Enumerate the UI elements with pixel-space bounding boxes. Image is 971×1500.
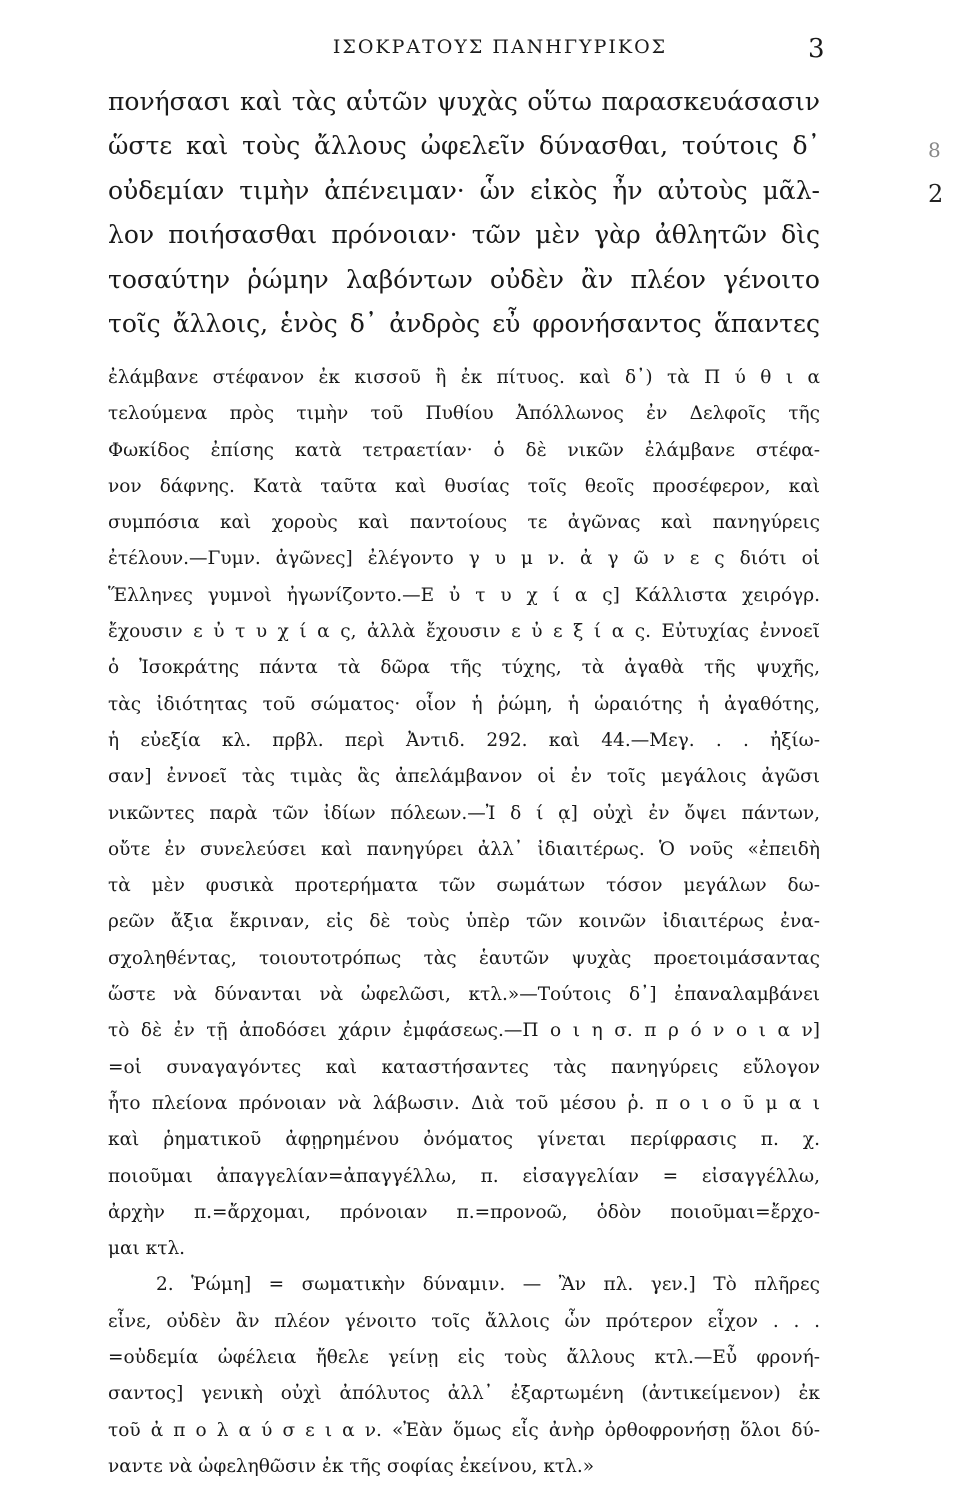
note-line: νικῶντες παρὰ τῶν ἰδίων πόλεων.—Ἰ δ ί ᾳ] οὐχὶ ἐν ὄψει πάντων, bbox=[108, 802, 820, 824]
note-line: μαι κτλ. bbox=[108, 1238, 186, 1260]
note-line: ρεῶν ἄξια ἔκριναν, εἰς δὲ τοὺς ὑπὲρ τῶν κοινῶν ἰδιαιτέρως ἐνα- bbox=[108, 911, 820, 933]
page-header bbox=[0, 36, 971, 70]
note-line: σχοληθέντας, τοιουτοτρόπως τὰς ἑαυτῶν ψυχὰς προετοιμάσαντας bbox=[108, 947, 820, 969]
note-line: ναντε νὰ ὠφεληθῶσιν ἐκ τῆς σοφίας ἐκείνου, κτλ.» bbox=[108, 1455, 595, 1477]
running-title: ΙΣΟΚΡΑΤΟΥΣ ΠΑΝΗΓΥΡΙΚΟΣ bbox=[332, 36, 668, 58]
note-line: =οἱ συναγαγόντες καὶ καταστήσαντες τὰς πανηγύρεις εὔλογον bbox=[108, 1056, 820, 1078]
note-line: οὔτε ἐν συνελεύσει καὶ πανηγύρει ἀλλ᾽ ἰδιαιτέρως. Ὁ νοῦς «ἐπειδὴ bbox=[108, 838, 820, 860]
note-line: εἶνε, οὐδὲν ἂν πλέον γένοιτο τοῖς ἄλλοις ὧν πρότερον εἶχον . . . bbox=[108, 1310, 820, 1332]
note-line: ὁ Ἰσοκράτης πάντα τὰ δῶρα τῆς τύχης, τὰ ἀγαθὰ τῆς ψυχῆς, bbox=[108, 657, 820, 679]
text-line: ὥστε καὶ τοὺς ἄλλους ὠφελεῖν δύνασθαι, τούτοις δ᾽ bbox=[108, 131, 820, 161]
text-line: τοῖς ἄλλοις, ἑνὸς δ᾽ ἀνδρὸς εὖ φρονήσαντος ἅπαντες bbox=[108, 308, 820, 338]
page-number: 3 bbox=[808, 34, 825, 64]
note-line: ποιοῦμαι ἀπαγγελίαν=ἀπαγγέλλω, π. εἰσαγγελίαν = εἰσαγγέλλω, bbox=[108, 1165, 820, 1187]
note-line: συμπόσια καὶ χοροὺς καὶ παντοίους τε ἀγῶνας καὶ πανηγύρεις bbox=[108, 512, 820, 534]
note-line: ὥστε νὰ δύνανται νὰ ὠφελῶσι, κτλ.»—Τούτοις δ᾽] ἐπαναλαμβάνει bbox=[108, 984, 820, 1006]
note-line: τοῦ ἀ π ο λ α ύ σ ε ι α ν. «Ἐὰν ὅμως εἷς ἀνὴρ ὀρθοφρονήσῃ ὅλοι δύ- bbox=[108, 1419, 820, 1441]
commentary-notes bbox=[108, 360, 820, 1485]
note-line: τὰς ἰδιότητας τοῦ σώματος· οἷον ἡ ῥώμη, ἡ ὡραιότης ἡ ἀγαθότης, bbox=[108, 693, 820, 715]
main-greek-text bbox=[108, 80, 820, 346]
note-line: τελούμενα πρὸς τιμὴν τοῦ Πυθίου Ἀπόλλωνος ἐν Δελφοῖς τῆς bbox=[108, 403, 820, 425]
note-line: σαν] ἐννοεῖ τὰς τιμὰς ἃς ἀπελάμβανον οἱ ἐν τοῖς μεγάλοις ἀγῶσι bbox=[108, 766, 820, 788]
note-line: ἡ εὐεξία κλ. πρβλ. περὶ Ἀντιδ. 292. καὶ 44.—Μεγ. . . ἠξίω- bbox=[108, 729, 820, 751]
note-line: σαντος] γενικὴ οὐχὶ ἀπόλυτος ἀλλ᾽ ἐξαρτωμένη (ἀντικείμενον) ἐκ bbox=[108, 1383, 820, 1405]
note-line: ἀρχὴν π.=ἄρχομαι, πρόνοιαν π.=προνοῶ, ὁδὸν ποιοῦμαι=ἔρχο- bbox=[108, 1201, 820, 1223]
note-line: ἐτέλουν.—Γυμν. ἀγῶνες] ἐλέγοντο γ υ μ ν. ἀ γ ῶ ν ε ς διότι οἱ bbox=[108, 548, 820, 570]
section-number: 2 bbox=[928, 180, 944, 208]
note-line: ἦτο πλείονα πρόνοιαν νὰ λάβωσιν. Διὰ τοῦ μέσου ῥ. π ο ι ο ῦ μ α ι bbox=[108, 1092, 820, 1114]
note-line: τὰ μὲν φυσικὰ προτερήματα τῶν σωμάτων τόσον μεγάλων δω- bbox=[108, 875, 820, 897]
text-line: λον ποιήσασθαι πρόνοιαν· τῶν μὲν γὰρ ἀθλητῶν δὶς bbox=[108, 220, 820, 250]
note-line: τὸ δὲ ἐν τῇ ἀποδόσει χάριν ἐμφάσεως.—Π ο ι η σ. π ρ ό ν ο ι α ν] bbox=[108, 1020, 820, 1042]
note-line: ἔχουσιν ε ὐ τ υ χ ί α ς, ἀλλὰ ἔχουσιν ε ὐ ε ξ ί α ς. Εὐτυχίας ἐννοεῖ bbox=[108, 621, 820, 643]
note-line: Φωκίδος ἐπίσης κατὰ τετραετίαν· ὁ δὲ νικῶν ἐλάμβανε στέφα- bbox=[108, 439, 820, 461]
note-line: =οὐδεμία ὠφέλεια ἤθελε γείνῃ εἰς τοὺς ἄλλους κτλ.—Εὖ φρονή- bbox=[108, 1347, 820, 1369]
text-line: πονήσασι καὶ τὰς αὑτῶν ψυχὰς οὕτω παρασκευάσασιν bbox=[108, 87, 820, 116]
note-line: 2. Ῥώμη] = σωματικὴν δύναμιν. — Ἂν πλ. γεν.] Τὸ πλῆρες bbox=[156, 1274, 820, 1296]
margin-line-number: 8 bbox=[928, 138, 941, 162]
text-line: οὐδεμίαν τιμὴν ἀπένειμαν· ὧν εἰκὸς ἦν αὐτοὺς μᾶλ- bbox=[108, 175, 820, 205]
note-line: Ἕλληνες γυμνοὶ ἠγωνίζοντο.—Ε ὐ τ υ χ ί α ς] Κάλλιστα χειρόγρ. bbox=[108, 584, 820, 606]
text-line: τοσαύτην ῥώμην λαβόντων οὐδὲν ἂν πλέον γένοιτο bbox=[108, 264, 820, 294]
note-line: ἐλάμβανε στέφανον ἐκ κισσοῦ ἢ ἐκ πίτυος. καὶ δ᾽) τὰ Π ύ θ ι α bbox=[108, 367, 820, 388]
note-line: καὶ ῥηματικοῦ ἀφῃρημένου ὀνόματος γίνεται περίφρασις π. χ. bbox=[108, 1129, 820, 1151]
note-line: νον δάφνης. Κατὰ ταῦτα καὶ θυσίας τοῖς θεοῖς προσέφερον, καὶ bbox=[108, 475, 820, 497]
